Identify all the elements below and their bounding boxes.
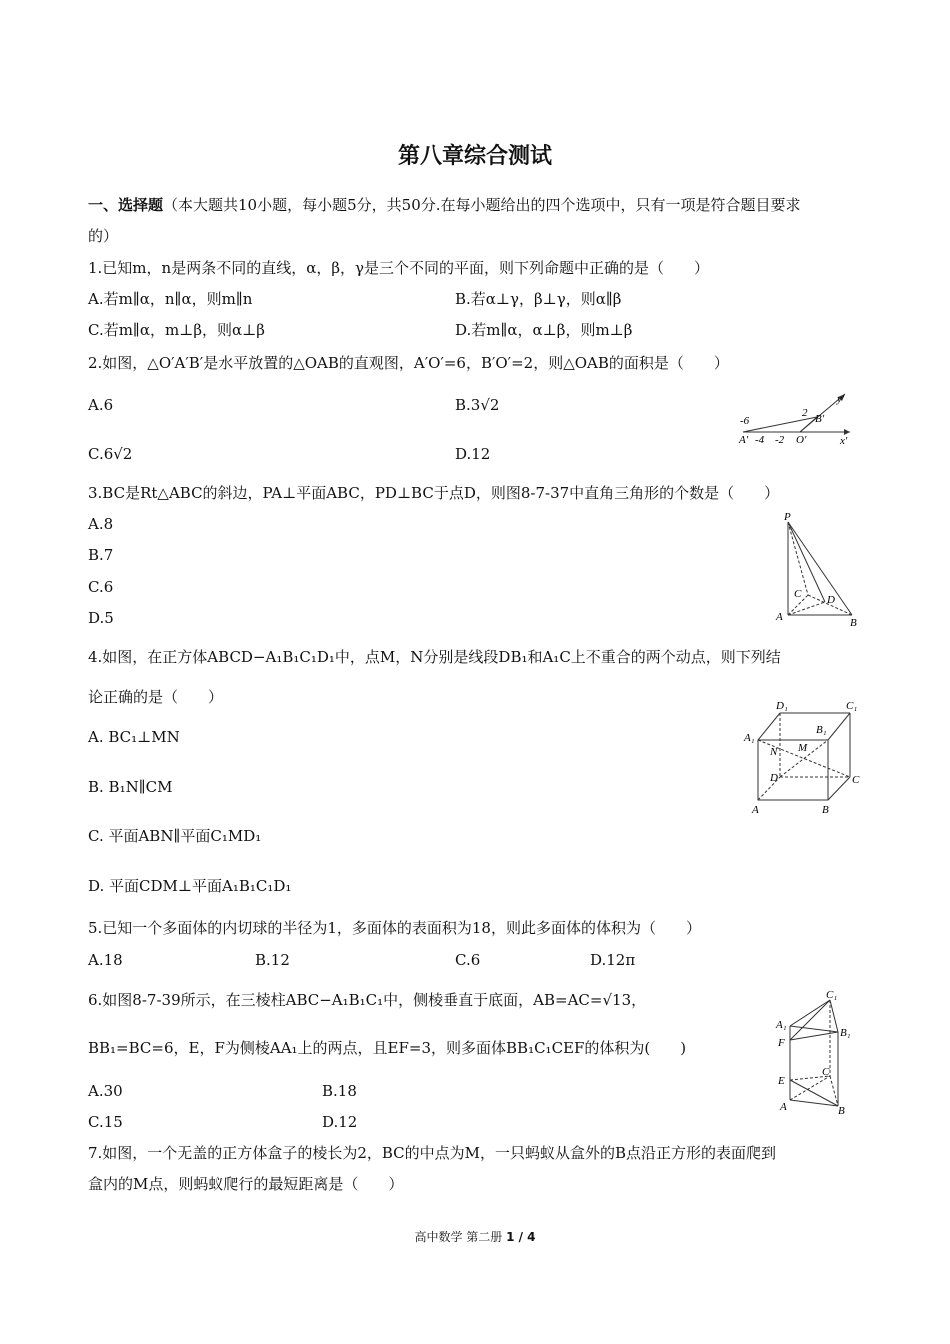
q6-fig-label: F <box>778 1037 785 1049</box>
section-description: （本大题共10小题，每小题5分，共50分.在每小题给出的四个选项中，只有一项是符合题目要求 <box>163 196 801 214</box>
q6-fig-label: A₁ <box>776 1019 787 1031</box>
q5-stem: 5.已知一个多面体的内切球的半径为1，多面体的表面积为18，则此多面体的体积为（ ） <box>88 919 701 937</box>
q3-option-d: D.5 <box>88 609 114 627</box>
q2-option-d: D.12 <box>455 445 491 463</box>
q4-option-a: A. BC₁⊥MN <box>88 728 180 746</box>
q4-fig-label: B₁ <box>816 724 827 736</box>
q1-option-a: A.若m∥α，n∥α，则m∥n <box>88 290 253 308</box>
q3-stem: 3.BC是Rt△ABC的斜边，PA⊥平面ABC，PD⊥BC于点D，则图8-7-37中直角三角形的个数是（ ） <box>88 484 780 502</box>
q6-fig-label: A <box>780 1101 787 1113</box>
q3-figure <box>770 510 865 630</box>
q4-figure <box>740 695 865 820</box>
q4-fig-label: C <box>852 774 860 786</box>
q4-stem: 4.如图，在正方体ABCD−A₁B₁C₁D₁中，点M，N分别是线段DB₁和A₁C上不重合的两个动点，则下列结 <box>88 648 781 666</box>
footer-text: 高中数学 第二册 <box>414 1230 507 1244</box>
q4-fig-label: D <box>770 772 778 784</box>
q5-option-b: B.12 <box>255 951 290 969</box>
q6-fig-label: C <box>822 1066 830 1078</box>
q2-option-c: C.6√2 <box>88 445 133 463</box>
q7-stem-cont: 盒内的M点，则蚂蚁爬行的最短距离是（ ） <box>88 1175 404 1193</box>
q2-option-b: B.3√2 <box>455 396 500 414</box>
q2-fig-label: 2 <box>802 407 808 419</box>
page-footer <box>0 1228 950 1245</box>
q2-fig-label: -2 <box>775 434 785 446</box>
q1-option-d: D.若m∥α，α⊥β，则m⊥β <box>455 321 633 339</box>
q6-option-a: A.30 <box>88 1082 123 1100</box>
q4-option-c: C. 平面ABN∥平面C₁MD₁ <box>88 827 262 845</box>
q4-option-b: B. B₁N∥CM <box>88 778 173 796</box>
q3-fig-label: C <box>794 588 802 600</box>
q3-fig-label: D <box>827 594 835 606</box>
q1-stem: 1.已知m，n是两条不同的直线，α，β，γ是三个不同的平面，则下列命题中正确的是（ ） <box>88 259 709 277</box>
q2-fig-label: A′ <box>739 434 749 446</box>
q2-fig-label: x′ <box>840 435 848 447</box>
q2-fig-label: O′ <box>796 434 807 446</box>
q6-stem-cont: BB₁=BC=6，E，F为侧棱AA₁上的两点，且EF=3，则多面体BB₁C₁CEF的体积为( ) <box>88 1039 687 1057</box>
q1-option-b: B.若α⊥γ，β⊥γ，则α∥β <box>455 290 622 308</box>
q2-fig-label: y′ <box>837 393 845 405</box>
q4-fig-label: B <box>822 804 829 816</box>
page-number: 1 / 4 <box>506 1230 536 1244</box>
q7-stem: 7.如图，一个无盖的正方体盒子的棱长为2，BC的中点为M，一只蚂蚁从盒外的B点沿正方形的表面爬到 <box>88 1144 777 1162</box>
q5-option-c: C.6 <box>455 951 481 969</box>
q6-option-c: C.15 <box>88 1113 123 1131</box>
q4-fig-label: M <box>798 742 808 754</box>
q4-fig-label: A <box>752 804 759 816</box>
q4-fig-label: D₁ <box>776 700 788 712</box>
q1-option-c: C.若m∥α，m⊥β，则α⊥β <box>88 321 265 339</box>
q4-stem-cont: 论正确的是（ ） <box>88 688 224 706</box>
q3-fig-label: B <box>850 617 857 629</box>
q2-fig-label: B′ <box>815 413 825 425</box>
q6-figure <box>770 988 860 1118</box>
q2-option-a: A.6 <box>88 396 114 414</box>
q2-fig-label: -6 <box>740 415 750 427</box>
q6-fig-label: E <box>778 1075 785 1087</box>
section-description-cont: 的） <box>88 227 119 245</box>
q6-option-d: D.12 <box>322 1113 358 1131</box>
q6-fig-label: B₁ <box>840 1027 851 1039</box>
q2-stem: 2.如图，△O′A′B′是水平放置的△OAB的直观图，A′O′=6，B′O′=2，则△OAB的面积是（ ） <box>88 354 729 372</box>
q3-option-c: C.6 <box>88 578 114 596</box>
q4-fig-label: A₁ <box>744 732 755 744</box>
q4-option-d: D. 平面CDM⊥平面A₁B₁C₁D₁ <box>88 877 292 895</box>
q2-fig-label: -4 <box>755 434 765 446</box>
q6-fig-label: B <box>838 1105 845 1117</box>
q6-option-b: B.18 <box>322 1082 357 1100</box>
q4-fig-label: N <box>770 746 778 758</box>
page-title: 第八章综合测试 <box>397 144 552 169</box>
q6-fig-label: C₁ <box>826 989 838 1001</box>
q6-stem: 6.如图8-7-39所示，在三棱柱ABC−A₁B₁C₁中，侧棱垂直于底面，AB=AC=√13， <box>88 991 647 1009</box>
q5-option-a: A.18 <box>88 951 123 969</box>
q3-option-a: A.8 <box>88 515 114 533</box>
q3-fig-label: A <box>776 611 783 623</box>
q5-option-d: D.12π <box>590 951 636 969</box>
q3-fig-label: P <box>784 511 791 523</box>
q4-fig-label: C₁ <box>846 700 858 712</box>
q3-option-b: B.7 <box>88 546 114 564</box>
section-heading: 一、选择题 <box>88 196 164 214</box>
q2-figure <box>735 388 855 448</box>
section-header <box>88 195 801 215</box>
